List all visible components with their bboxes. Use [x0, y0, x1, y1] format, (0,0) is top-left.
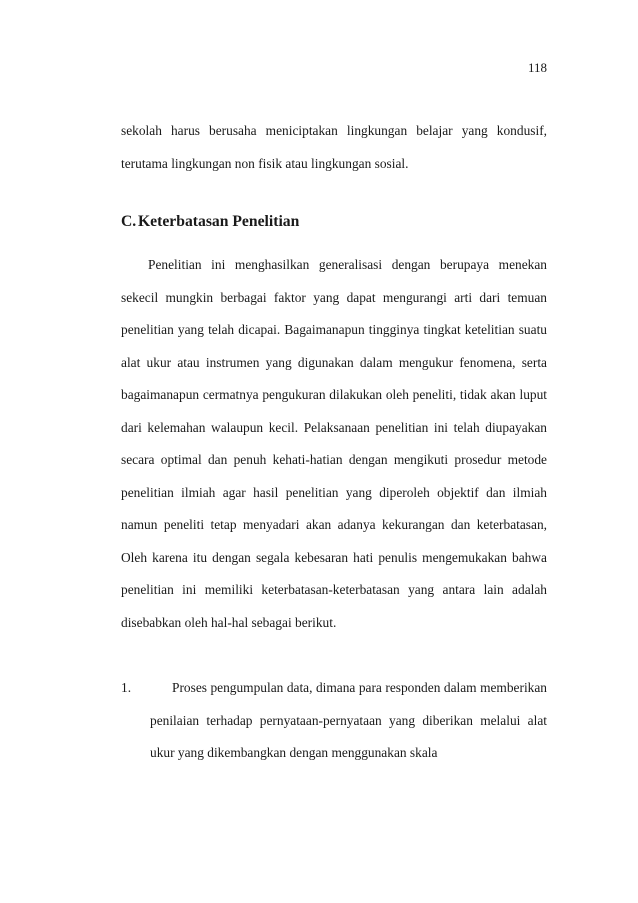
- paragraph-continuation: sekolah harus berusaha meniciptakan lingkungan belajar yang kondusif, terutama lingkungan non fisik atau lingkungan sosial.: [121, 123, 547, 171]
- page-number: 118: [527, 60, 547, 75]
- paragraph-limitations: Penelitian ini menghasilkan generalisasi dengan berupaya menekan sekecil mungkin berbagai faktor yang dapat mengurangi arti dari temuan penelitian yang telah dicapai. Bagaimanapun tingginya tingkat ketelitian suatu alat ukur atau instrumen yang digunakan dalam mengukur fenomena, serta bagaimanapun cermatnya pengukuran dilakukan oleh peneliti, tidak akan luput dari kelemahan walaupun kecil. Pelaksanaan penelitian ini telah diupayakan secara optimal dan penuh kehati-hatian dengan mengikuti prosedur metode penelitian ilmiah agar hasil penelitian yang diperoleh objektif dan ilmiah namun peneliti tetap menyadari akan adanya kekurangan dan keterbatasan, Oleh karena itu dengan segala kebesaran hati penulis mengemukakan bahwa penelitian ini memiliki keterbatasan-keterbatasan yang antara lain adalah disebabkan oleh hal-hal sebagai berikut.: [121, 257, 547, 630]
- section-letter: C.: [121, 213, 137, 230]
- section-heading: [121, 212, 547, 232]
- list-item-text: Proses pengumpulan data, dimana para responden dalam memberikan penilaian terhadap pernyataan-pernyataan yang diberikan melalui alat ukur yang dikembangkan dengan menggunakan skala: [150, 680, 547, 760]
- section-title: Keterbatasan Penelitian: [138, 213, 300, 230]
- list-item-number: 1.: [121, 680, 132, 695]
